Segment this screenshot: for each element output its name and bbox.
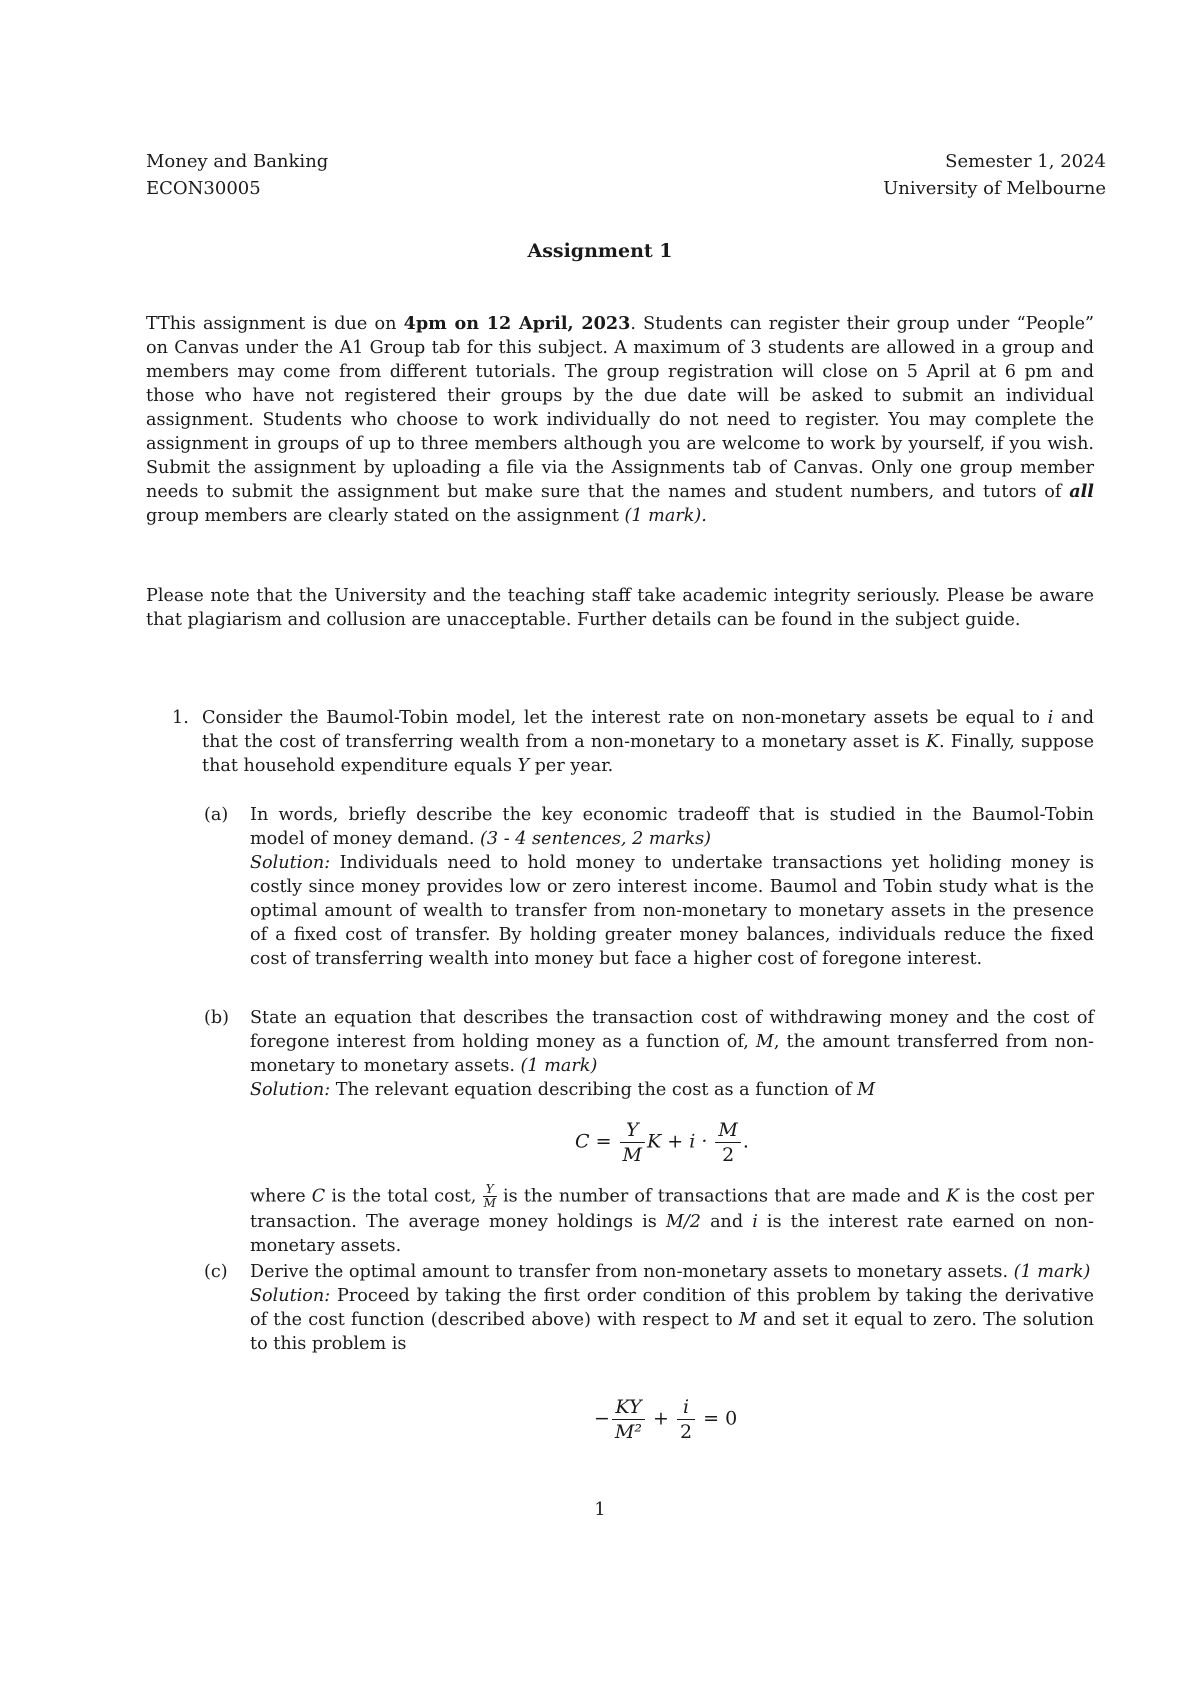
- var-i: i: [752, 1212, 758, 1232]
- intro-mark: (1 mark).: [624, 506, 707, 526]
- intro-paragraph-2: Please note that the University and the teaching staff take academic integrity seriously. Please be aware that plagiarism and collusion are unacceptable. Further details can be found in the subject guide.: [146, 586, 1094, 630]
- course-name: Money and Banking: [146, 151, 329, 172]
- var-k: K: [946, 1186, 960, 1207]
- foc-equation: [594, 1395, 737, 1444]
- eq-denominator: 2: [722, 1144, 735, 1166]
- part-c-solution: Proceed by taking the first order condition of this problem by taking the derivative of the cost function (described above) with respect to: [250, 1286, 1094, 1330]
- question-1-text: [202, 706, 1094, 778]
- university: University of Melbourne: [883, 178, 1106, 199]
- intro-text-end: group members are clearly stated on the assignment: [146, 506, 625, 526]
- eq-numerator: M: [715, 1118, 740, 1143]
- var-i: i: [1047, 708, 1054, 728]
- var-y: Y: [517, 756, 530, 776]
- header-left: [146, 148, 328, 202]
- part-b-label: (b): [204, 1008, 229, 1028]
- after-text-b: is the total cost,: [325, 1186, 483, 1207]
- eq-rhs: = 0: [703, 1407, 738, 1430]
- var-m: M: [755, 1032, 774, 1052]
- page-title: Assignment 1: [527, 240, 673, 262]
- var-k: K: [925, 732, 939, 752]
- due-date: 4pm on 12 April, 2023: [403, 313, 631, 334]
- eq-minus: −: [594, 1407, 610, 1430]
- eq-period: .: [742, 1130, 749, 1153]
- eq-lhs: C =: [575, 1130, 612, 1153]
- after-text-e: and: [701, 1212, 753, 1232]
- part-b: [204, 1006, 1094, 1102]
- eq-numerator: i: [677, 1395, 695, 1420]
- intro-text: TThis assignment is due on: [146, 314, 404, 334]
- fraction-i-over-2: [677, 1395, 695, 1444]
- var-m: M: [857, 1080, 876, 1100]
- part-b-solution: The relevant equation describing the cost as a function of: [330, 1080, 858, 1100]
- part-b-question-cont: , the amount transferred from non-monetary to monetary assets.: [250, 1032, 1094, 1076]
- intro-paragraph-1: [146, 312, 1094, 528]
- eq-numerator: Y: [620, 1118, 645, 1143]
- fraction-ky-over-m2: [612, 1395, 645, 1444]
- cost-equation: [575, 1118, 749, 1167]
- q1-text-c: . Finally, suppose that household expenditure equals: [202, 732, 1094, 776]
- part-c-marks: (1 mark): [1013, 1262, 1091, 1282]
- inline-fraction-y-over-m: [483, 1183, 497, 1210]
- m-half: M/2: [665, 1212, 701, 1232]
- eq-denominator: M²: [614, 1421, 642, 1443]
- course-code: ECON30005: [146, 178, 261, 199]
- question-number: 1.: [172, 708, 189, 728]
- header-right: [883, 148, 1106, 202]
- part-c-question: Derive the optimal amount to transfer from non-monetary assets to monetary assets.: [250, 1262, 1014, 1282]
- part-c: [204, 1260, 1094, 1356]
- part-c-solution-cont: and set it equal to zero. The solution to this problem is: [250, 1310, 1094, 1354]
- part-a-question: In words, briefly describe the key economic tradeoff that is studied in the Baumol-Tobin model of money demand.: [250, 805, 1094, 849]
- part-b-marks: (1 mark): [520, 1056, 598, 1076]
- fraction-y-over-m: [620, 1118, 645, 1167]
- part-a: [204, 803, 1094, 971]
- part-a-solution: Individuals need to hold money to undertake transactions yet holiding money is costly since money provides low or zero interest income. Baumol and Tobin study what is the optimal amount of wealth to transfer from non-monetary to monetary assets in the presence of a fixed cost of transfer. By holding greater money balances, individuals reduce the fixed cost of transferring wealth into money but face a higher cost of foregone interest.: [250, 853, 1094, 969]
- var-m: M: [738, 1310, 757, 1330]
- q1-text-b: and that the cost of transferring wealth from a non-monetary to a monetary asset is: [202, 708, 1094, 752]
- var-c: C: [311, 1186, 326, 1207]
- fraction-m-over-2: [715, 1118, 740, 1167]
- after-text-d: is the cost per transaction. The average money holdings is: [250, 1186, 1095, 1232]
- after-text-a: where: [250, 1186, 312, 1207]
- page-number: 1: [594, 1499, 606, 1520]
- q1-text-a: Consider the Baumol-Tobin model, let the interest rate on non-monetary assets be equal to: [202, 708, 1048, 728]
- solution-label: Solution:: [250, 1286, 331, 1306]
- eq-denominator: 2: [680, 1421, 693, 1443]
- solution-label: Solution:: [250, 1080, 331, 1100]
- eq-plus: +: [653, 1407, 669, 1430]
- eq-numerator: KY: [612, 1395, 645, 1420]
- part-a-marks: (3 - 4 sentences, 2 marks): [480, 829, 712, 849]
- solution-label: Solution:: [250, 853, 331, 873]
- part-a-label: (a): [204, 805, 229, 825]
- semester: Semester 1, 2024: [945, 151, 1106, 172]
- part-b-question: State an equation that describes the transaction cost of withdrawing money and the cost of foregone interest from holding money as a function of,: [250, 1008, 1094, 1052]
- part-b-explanation: [250, 1183, 1094, 1258]
- eq-denominator: M: [622, 1144, 643, 1166]
- inline-numerator: Y: [483, 1183, 497, 1197]
- emphasis-all: all: [1069, 481, 1094, 502]
- q1-text-d: per year.: [529, 756, 614, 776]
- eq-middle: K + i ·: [647, 1130, 708, 1153]
- intro-text-cont: . Students can register their group under “People” on Canvas under the A1 Group tab for this subject. A maximum of 3 students are allowed in a group and members may come from different tutorials. The group registration will close on 5 April at 6 pm and those who have not registered their groups by the due date will be asked to submit an individual assignment. Students who choose to work individually do not need to register. You may complete the assignment in groups of up to three members although you are welcome to work by yourself, if you wish. Submit the assignment by uploading a file via the Assignments tab of Canvas. Only one group member needs to submit the assignment but make sure that the names and student numbers, and tutors of: [146, 314, 1094, 502]
- inline-denominator: M: [483, 1196, 496, 1210]
- part-c-label: (c): [204, 1262, 228, 1282]
- after-text-c: is the number of transactions that are made and: [496, 1186, 947, 1207]
- question-1: [172, 706, 1094, 778]
- after-text-f: is the interest rate earned on non-monetary assets.: [250, 1212, 1094, 1256]
